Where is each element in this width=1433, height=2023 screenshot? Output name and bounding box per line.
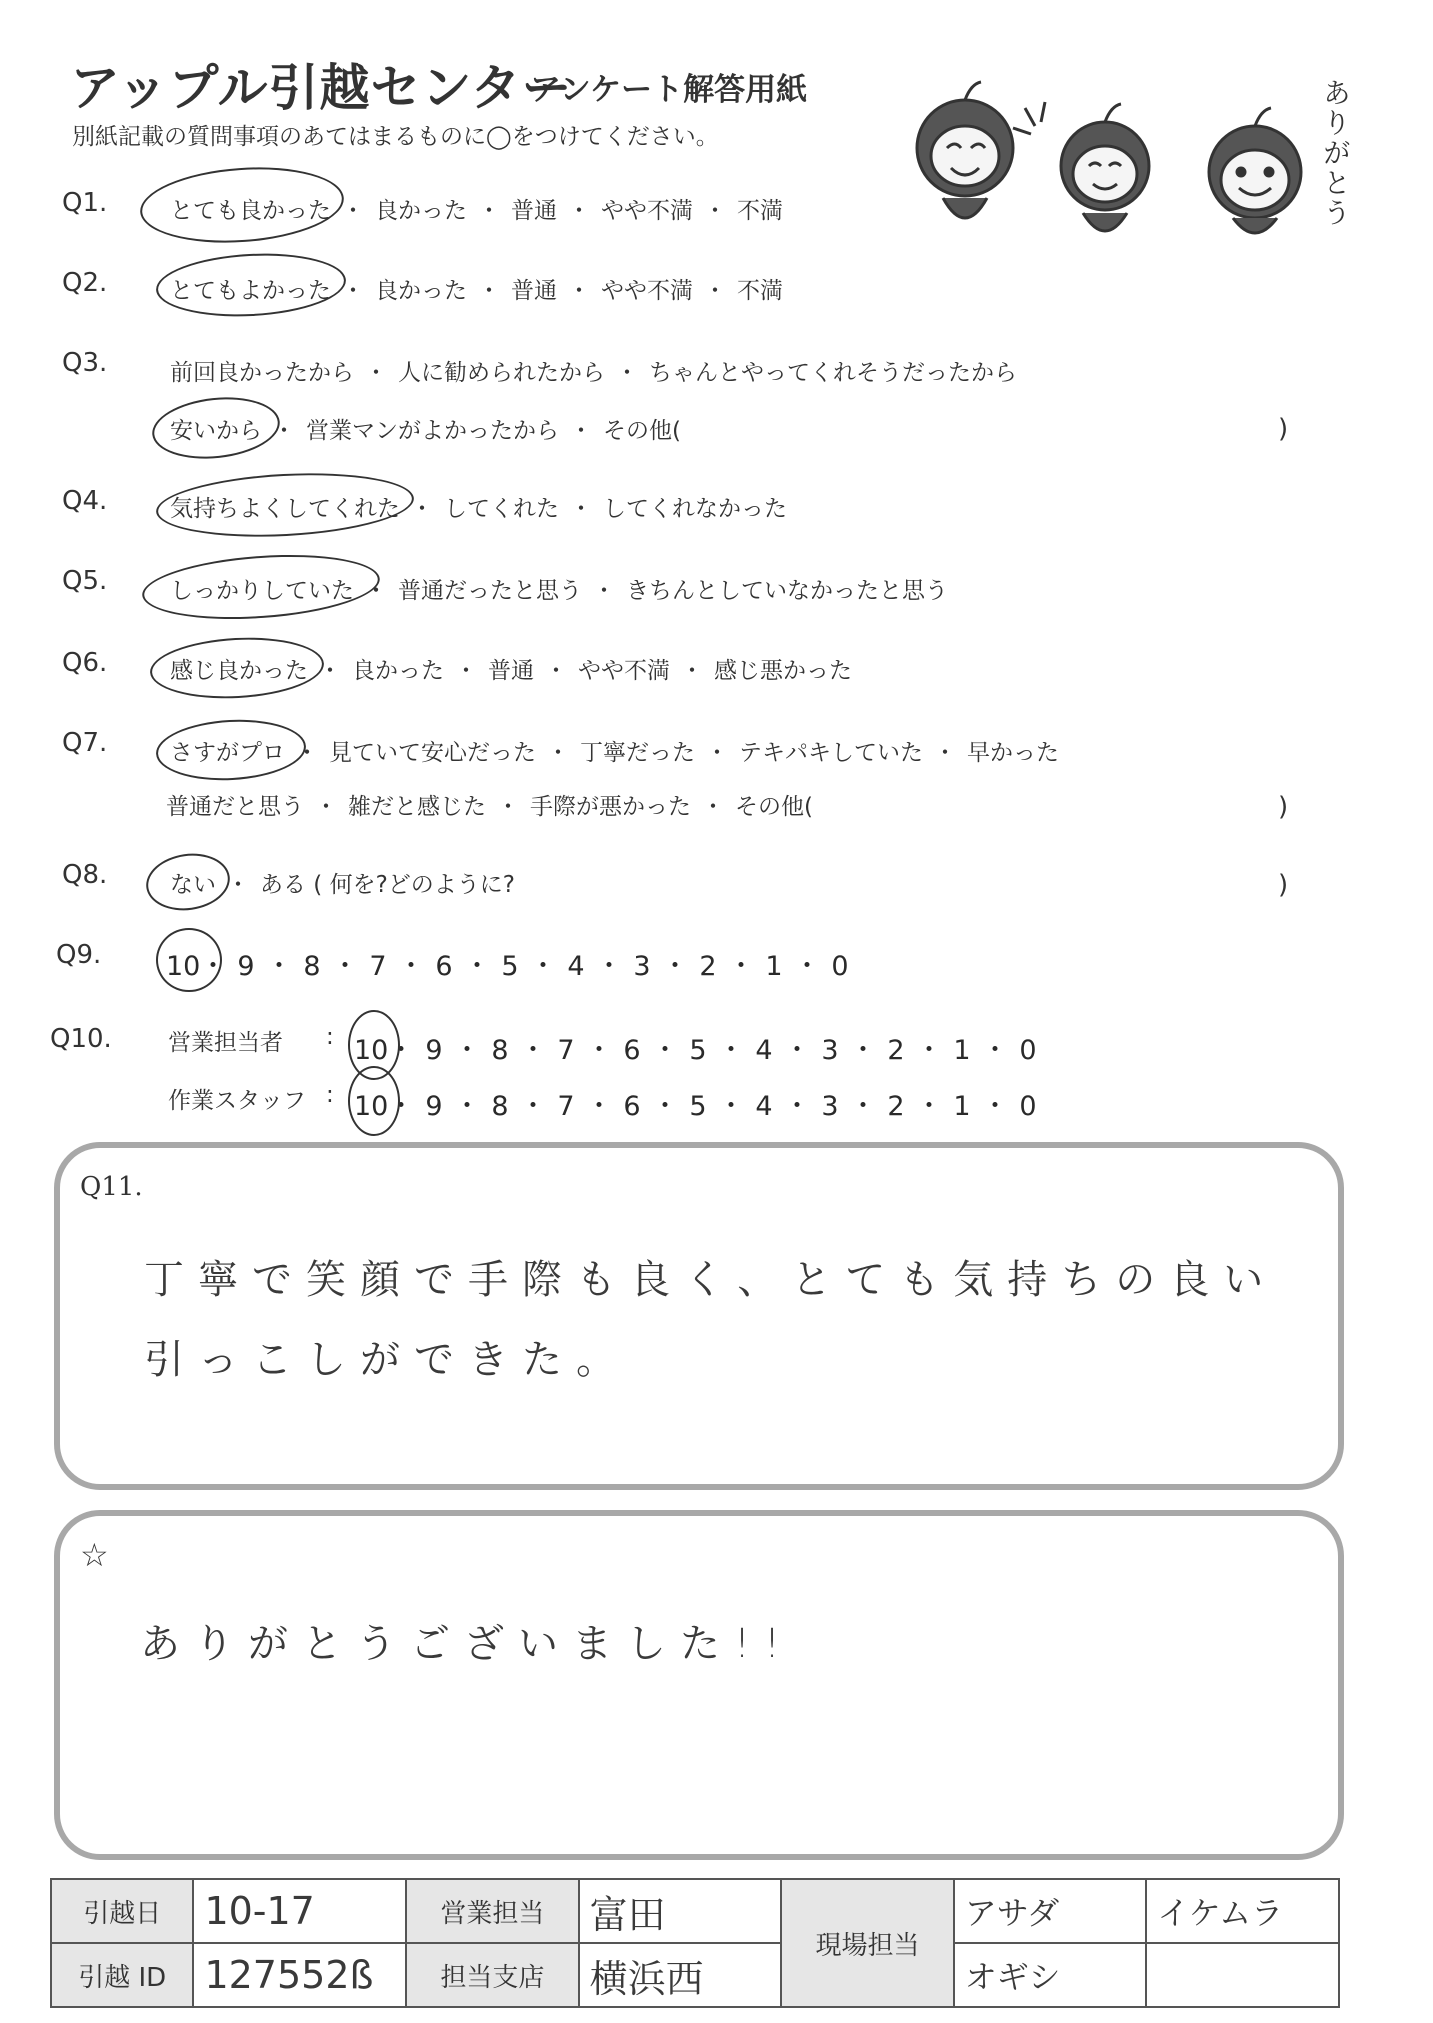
q3-options-line1: 前回良かったから ・ 人に勧められたから ・ ちゃんとやってくれそうだったから bbox=[170, 354, 1017, 387]
q2-option-3[interactable]: 普通 bbox=[511, 278, 557, 304]
form-subtitle: アンケート解答用紙 bbox=[530, 72, 808, 108]
q11-comment-line2: 引っこしができた。 bbox=[144, 1337, 630, 1383]
q10-staff-score-5[interactable]: 5 bbox=[689, 1091, 707, 1122]
q1-options: とても良かった ・ 良かった ・ 普通 ・ やや不満 ・ 不満 bbox=[170, 192, 783, 225]
q10-sales-score-2[interactable]: 2 bbox=[887, 1035, 905, 1066]
q11-comment-box[interactable] bbox=[54, 1142, 1344, 1490]
q9-score-1[interactable]: 1 bbox=[765, 951, 783, 982]
q11-comment-line1: 丁寧で笑顔で手際も良く、とても気持ちの良い bbox=[144, 1257, 1278, 1303]
q10-sales-scores: 10・ 9 ・ 8 ・ 7 ・ 6 ・ 5 ・ 4 ・ 3 ・ 2 ・ 1 ・ 0 bbox=[354, 1028, 1042, 1067]
q5-options: しっかりしていた ・ 普通だったと思う ・ きちんとしていなかったと思う bbox=[170, 572, 948, 605]
q10-sales-score-0[interactable]: 0 bbox=[1019, 1035, 1037, 1066]
site-staff-3[interactable]: オギシ bbox=[954, 1943, 1147, 2007]
q1-option-4[interactable]: やや不満 bbox=[601, 198, 693, 224]
q10-staff-score-8[interactable]: 8 bbox=[491, 1091, 509, 1122]
q10-staff-score-7[interactable]: 7 bbox=[557, 1091, 575, 1122]
q3-options-line2: 安いから ・ 営業マンがよかったから ・ その他( bbox=[170, 412, 681, 445]
q7-label: Q7. bbox=[62, 728, 108, 758]
q10-sales-score-6[interactable]: 6 bbox=[623, 1035, 641, 1066]
q9-scores: 10・ 9 ・ 8 ・ 7 ・ 6 ・ 5 ・ 4 ・ 3 ・ 2 ・ 1 ・ 0 bbox=[166, 944, 854, 983]
q3-option-4[interactable]: 安いから bbox=[170, 418, 262, 444]
site-label: 現場担当 bbox=[781, 1879, 954, 2007]
q2-option-2[interactable]: 良かった bbox=[375, 278, 467, 304]
move-date-value[interactable]: 10-17 bbox=[193, 1879, 406, 1943]
q7-option-5[interactable]: 早かった bbox=[967, 740, 1059, 766]
q10-staff-score-6[interactable]: 6 bbox=[623, 1091, 641, 1122]
q3-option-1[interactable]: 前回良かったから bbox=[170, 360, 354, 386]
q3-option-3[interactable]: ちゃんとやってくれそうだったから bbox=[649, 360, 1017, 386]
q3-option-other[interactable]: その他( bbox=[603, 418, 681, 444]
q9-score-2[interactable]: 2 bbox=[699, 951, 717, 982]
q10-staff-score-0[interactable]: 0 bbox=[1019, 1091, 1037, 1122]
q9-score-7[interactable]: 7 bbox=[369, 951, 387, 982]
q3-selected-circle bbox=[149, 391, 283, 464]
q6-options: 感じ良かった ・ 良かった ・ 普通 ・ やや不満 ・ 感じ悪かった bbox=[170, 652, 852, 685]
star-icon: ☆ bbox=[80, 1536, 109, 1574]
q7-options-line2: 普通だと思う ・ 雑だと感じた ・ 手際が悪かった ・ その他( bbox=[166, 788, 813, 821]
q7-option-1[interactable]: さすがプロ bbox=[170, 740, 285, 766]
move-id-label: 引越 ID bbox=[51, 1943, 193, 2007]
q9-score-0[interactable]: 0 bbox=[831, 951, 849, 982]
q4-selected-circle bbox=[155, 467, 416, 542]
site-staff-1[interactable]: アサダ bbox=[954, 1879, 1147, 1943]
q8-label: Q8. bbox=[62, 860, 108, 890]
q8-paren-close: ) bbox=[1278, 870, 1289, 900]
q6-selected-circle bbox=[149, 633, 326, 702]
q2-selected-circle bbox=[155, 249, 348, 321]
q10-staff-score-2[interactable]: 2 bbox=[887, 1091, 905, 1122]
mascot-monkeys-illustration bbox=[885, 68, 1355, 248]
q6-option-2[interactable]: 良かった bbox=[352, 658, 444, 684]
q10-staff-selected-circle bbox=[348, 1066, 400, 1136]
q2-option-5[interactable]: 不満 bbox=[737, 278, 783, 304]
q10-sales-score-3[interactable]: 3 bbox=[821, 1035, 839, 1066]
q1-option-1[interactable]: とても良かった bbox=[170, 198, 331, 224]
q2-option-4[interactable]: やや不満 bbox=[601, 278, 693, 304]
q10-sales-score-4[interactable]: 4 bbox=[755, 1035, 773, 1066]
q6-option-1[interactable]: 感じ良かった bbox=[170, 658, 308, 684]
q1-option-2[interactable]: 良かった bbox=[375, 198, 467, 224]
q11-label: Q11. bbox=[80, 1172, 143, 1202]
sales-label: 営業担当 bbox=[406, 1879, 579, 1943]
sales-name-value[interactable]: 富田 bbox=[579, 1879, 782, 1943]
q10-sales-colon: : bbox=[326, 1024, 334, 1050]
q10-sales-score-10[interactable]: 10 bbox=[354, 1035, 389, 1066]
q8-options: ない ・ ある ( 何を?どのように? bbox=[170, 866, 515, 899]
q2-label: Q2. bbox=[62, 268, 108, 298]
q3-option-2[interactable]: 人に勧められたから bbox=[398, 360, 605, 386]
site-staff-2[interactable]: イケムラ bbox=[1146, 1879, 1339, 1943]
q5-option-3[interactable]: きちんとしていなかったと思う bbox=[626, 578, 948, 604]
q2-options: とてもよかった ・ 良かった ・ 普通 ・ やや不満 ・ 不満 bbox=[170, 272, 783, 305]
q4-option-2[interactable]: してくれた bbox=[444, 496, 559, 522]
q7-option-other[interactable]: その他( bbox=[735, 794, 813, 820]
q9-score-3[interactable]: 3 bbox=[633, 951, 651, 982]
q6-option-3[interactable]: 普通 bbox=[488, 658, 534, 684]
q7-option-6[interactable]: 普通だと思う bbox=[166, 794, 304, 820]
q7-option-3[interactable]: 丁寧だった bbox=[580, 740, 695, 766]
q9-score-5[interactable]: 5 bbox=[501, 951, 519, 982]
q9-score-8[interactable]: 8 bbox=[303, 951, 321, 982]
q10-label: Q10. bbox=[50, 1024, 112, 1054]
star-message-text: ありがとうございました!! bbox=[140, 1621, 795, 1667]
q8-selected-circle bbox=[143, 848, 234, 915]
q7-option-7[interactable]: 雑だと感じた bbox=[348, 794, 486, 820]
move-id-value[interactable]: 127552ß bbox=[193, 1943, 406, 2007]
q10-sales-score-5[interactable]: 5 bbox=[689, 1035, 707, 1066]
q10-staff-colon: : bbox=[326, 1082, 334, 1108]
move-date-label: 引越日 bbox=[51, 1879, 193, 1943]
q10-staff-score-3[interactable]: 3 bbox=[821, 1091, 839, 1122]
q9-score-6[interactable]: 6 bbox=[435, 951, 453, 982]
branch-name-value[interactable]: 横浜西 bbox=[579, 1943, 782, 2007]
q10-staff-score-10[interactable]: 10 bbox=[354, 1091, 389, 1122]
q7-selected-circle bbox=[155, 716, 308, 784]
q10-sales-score-7[interactable]: 7 bbox=[557, 1035, 575, 1066]
instruction-text: 別紙記載の質問事項のあてはまるものに◯をつけてください。 bbox=[72, 124, 719, 150]
thanks-vertical-text: ありがとう bbox=[1319, 78, 1352, 228]
q7-option-2[interactable]: 見ていて安心だった bbox=[329, 740, 536, 766]
q10-staff-score-9[interactable]: 9 bbox=[425, 1091, 443, 1122]
q10-sales-score-8[interactable]: 8 bbox=[491, 1035, 509, 1066]
q3-option-5[interactable]: 営業マンがよかったから bbox=[306, 418, 559, 444]
q1-option-5[interactable]: 不満 bbox=[737, 198, 783, 224]
q1-option-3[interactable]: 普通 bbox=[511, 198, 557, 224]
q10-staff-score-4[interactable]: 4 bbox=[755, 1091, 773, 1122]
q9-label: Q9. bbox=[56, 940, 102, 970]
q9-score-4[interactable]: 4 bbox=[567, 951, 585, 982]
q6-option-5[interactable]: 感じ悪かった bbox=[714, 658, 852, 684]
star-message-box[interactable] bbox=[54, 1510, 1344, 1860]
q7-options-line1: さすがプロ ・ 見ていて安心だった ・ 丁寧だった ・ テキパキしていた ・ 早かった bbox=[170, 734, 1059, 767]
q7-option-4[interactable]: テキパキしていた bbox=[739, 740, 923, 766]
footer-info-table bbox=[50, 1878, 1340, 2008]
q5-option-2[interactable]: 普通だったと思う bbox=[398, 578, 582, 604]
q6-option-4[interactable]: やや不満 bbox=[578, 658, 670, 684]
q9-selected-circle bbox=[156, 928, 222, 992]
q1-label: Q1. bbox=[62, 188, 108, 218]
q5-selected-circle bbox=[140, 548, 382, 626]
q5-label: Q5. bbox=[62, 566, 108, 596]
q10-staff-score-1[interactable]: 1 bbox=[953, 1091, 971, 1122]
q10-sales-score-1[interactable]: 1 bbox=[953, 1035, 971, 1066]
q3-paren-close: ) bbox=[1278, 414, 1289, 444]
q10-sales-score-9[interactable]: 9 bbox=[425, 1035, 443, 1066]
q3-label: Q3. bbox=[62, 348, 108, 378]
q9-score-9[interactable]: 9 bbox=[237, 951, 255, 982]
q8-option-2[interactable]: ある ( 何を?どのように? bbox=[260, 872, 516, 898]
site-staff-empty[interactable] bbox=[1146, 1943, 1339, 2007]
q5-option-1[interactable]: しっかりしていた bbox=[170, 578, 354, 604]
q10-sales-label: 営業担当者 bbox=[168, 1030, 283, 1056]
q10-staff-scores: 10・ 9 ・ 8 ・ 7 ・ 6 ・ 5 ・ 4 ・ 3 ・ 2 ・ 1 ・ 0 bbox=[354, 1084, 1042, 1123]
q6-label: Q6. bbox=[62, 648, 108, 678]
q4-option-3[interactable]: してくれなかった bbox=[603, 496, 787, 522]
q9-score-10[interactable]: 10 bbox=[166, 951, 201, 982]
q8-option-1[interactable]: ない bbox=[170, 872, 216, 898]
q4-option-1[interactable]: 気持ちよくしてくれた bbox=[170, 496, 400, 522]
q10-staff-label: 作業スタッフ bbox=[168, 1088, 306, 1114]
q4-label: Q4. bbox=[62, 486, 108, 516]
q1-selected-circle bbox=[138, 161, 347, 249]
branch-label: 担当支店 bbox=[406, 1943, 579, 2007]
q2-option-1[interactable]: とてもよかった bbox=[170, 278, 331, 304]
q7-paren-close: ) bbox=[1278, 792, 1289, 822]
q4-options: 気持ちよくしてくれた ・ してくれた ・ してくれなかった bbox=[170, 490, 787, 523]
q7-option-8[interactable]: 手際が悪かった bbox=[530, 794, 691, 820]
brand-title: アップル引越センター bbox=[70, 59, 573, 117]
